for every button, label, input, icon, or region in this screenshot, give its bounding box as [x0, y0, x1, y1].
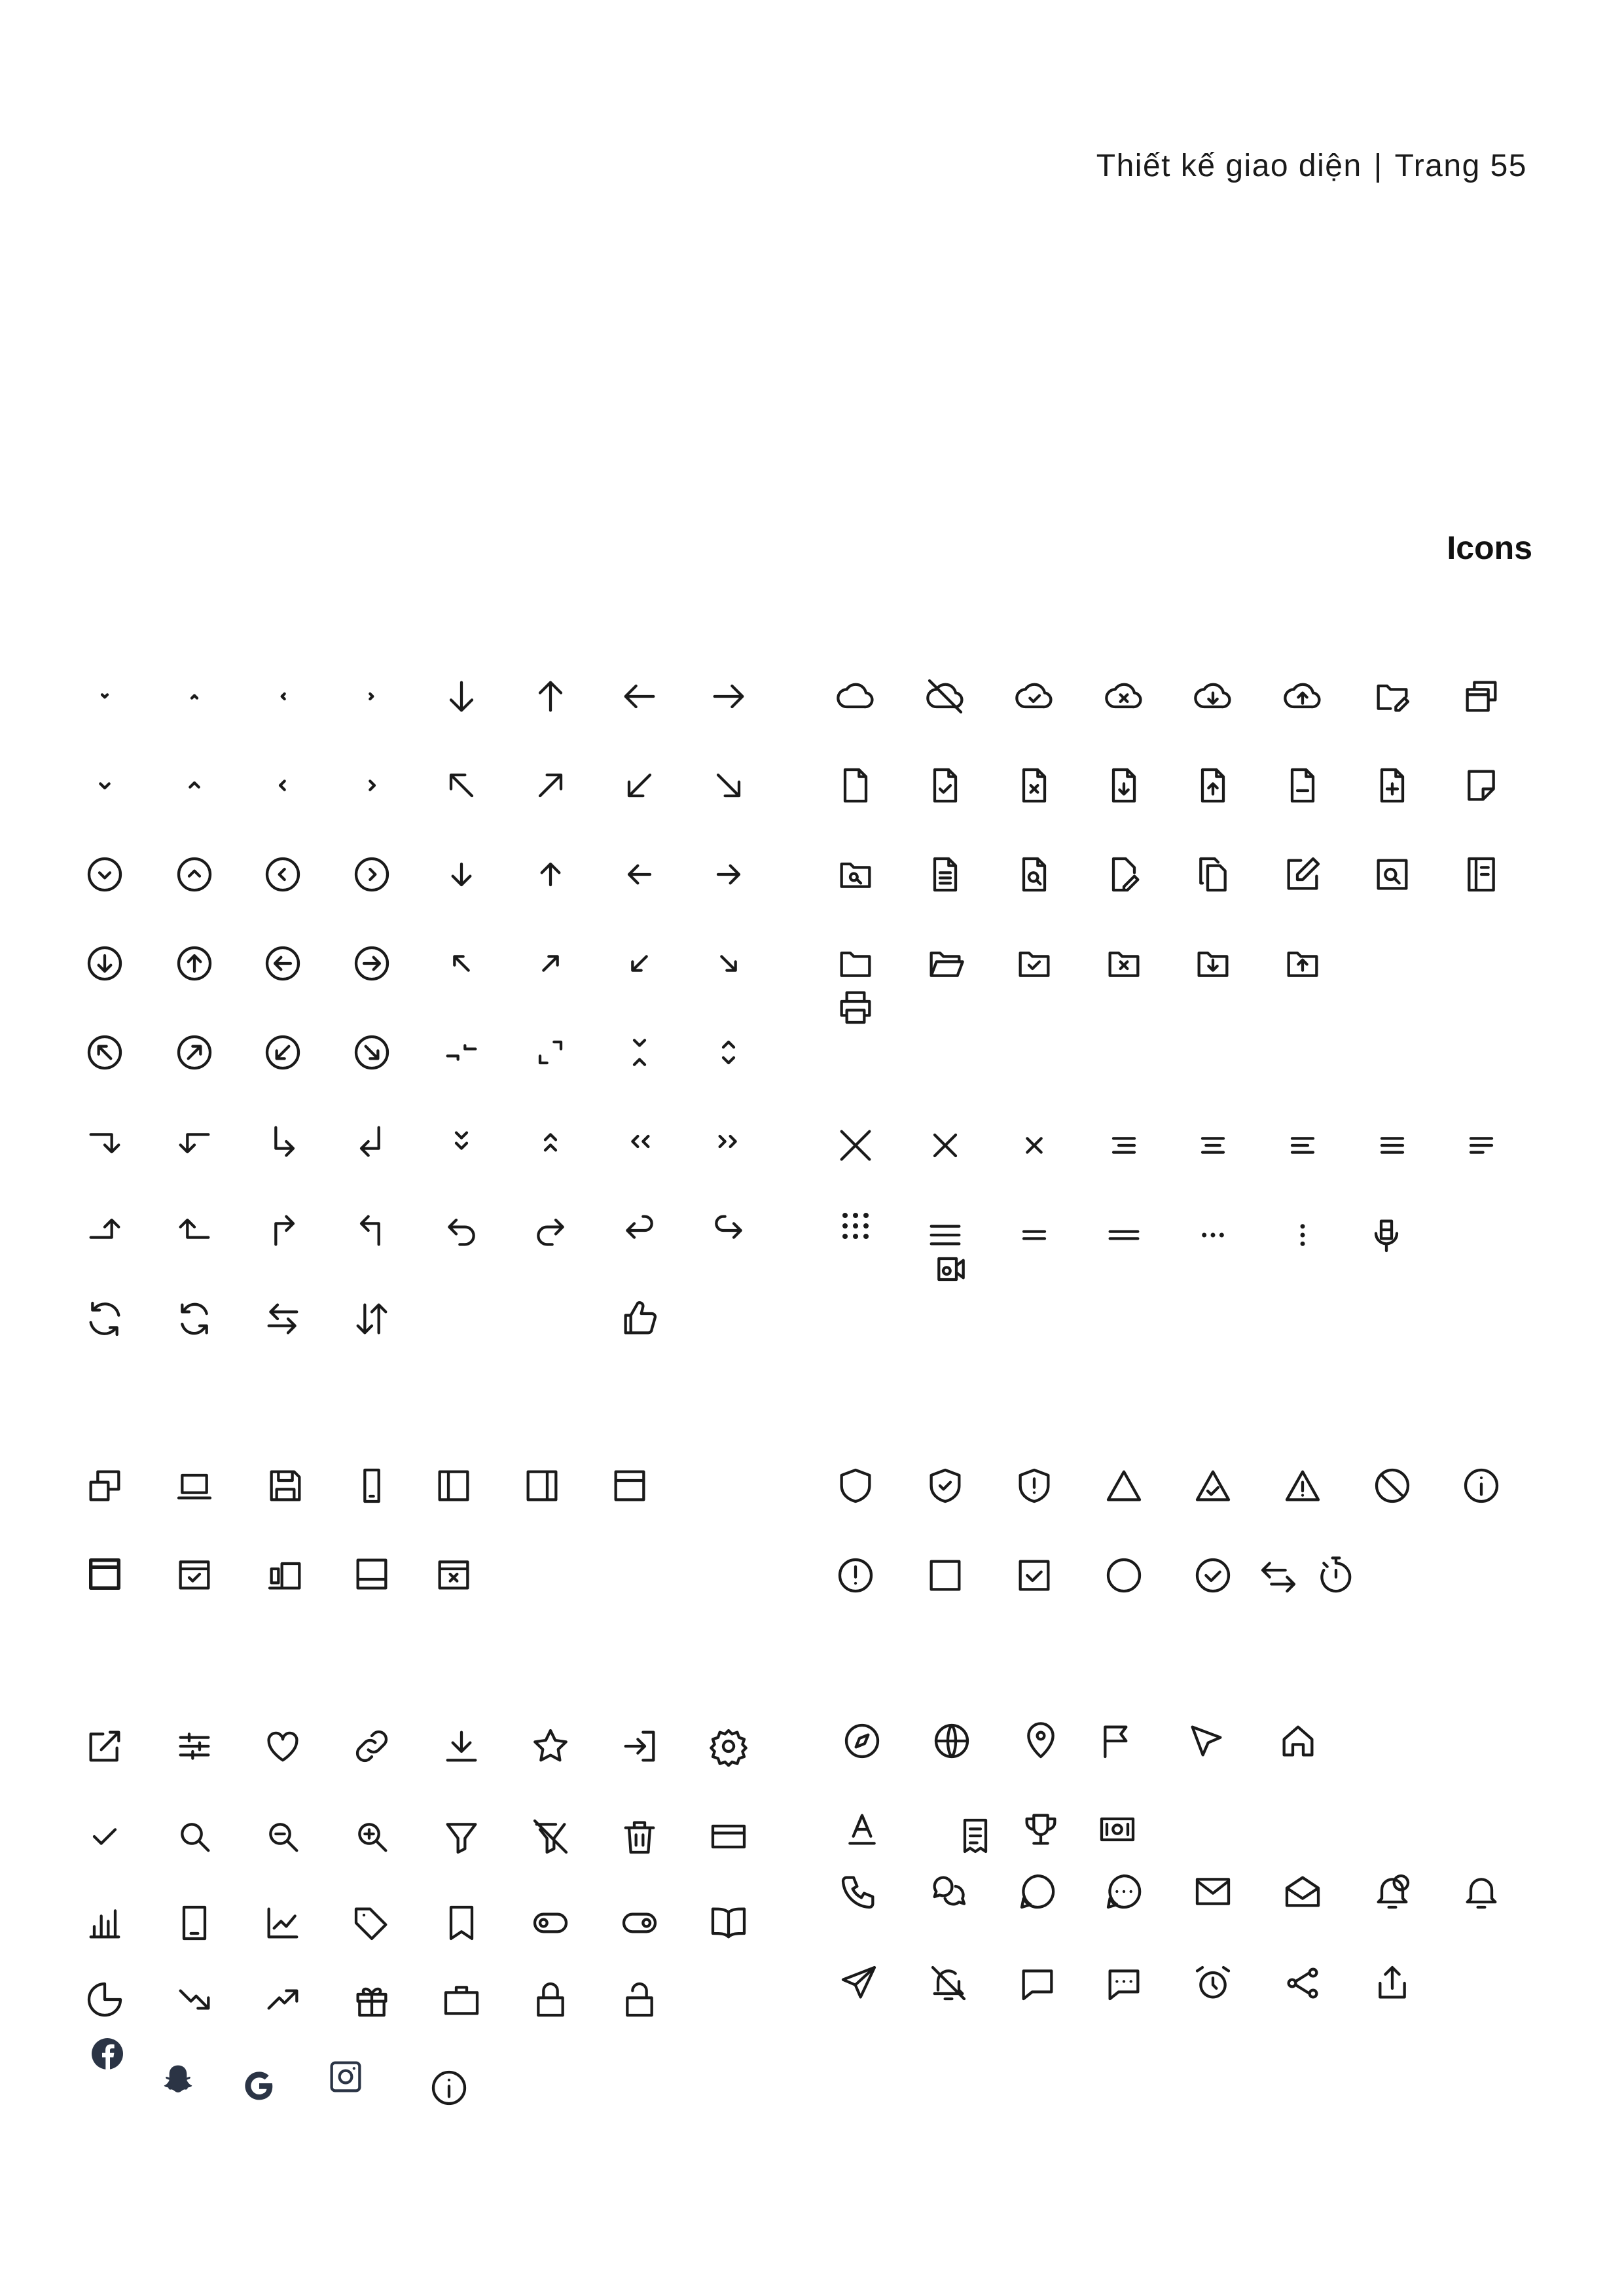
instagram-icon	[325, 2056, 361, 2092]
credit-card-icon	[708, 1816, 749, 1857]
tablet-icon	[173, 1902, 215, 1944]
text-color-icon	[841, 1808, 883, 1850]
checkbox-icon	[1013, 1554, 1055, 1596]
microphone-icon	[1365, 1214, 1407, 1256]
square-icon	[924, 1554, 966, 1596]
arrow-down-right-circle-icon	[351, 1031, 393, 1073]
smartphone-icon	[351, 1465, 393, 1507]
phone-icon	[838, 1871, 880, 1912]
redo-icon	[530, 1210, 571, 1251]
shield-alert-icon	[1013, 1465, 1055, 1507]
file-text-icon	[924, 853, 966, 895]
folder-upload-icon	[1282, 942, 1324, 984]
file-upload-icon	[1192, 764, 1234, 806]
bell-off-icon	[928, 1962, 969, 2004]
block-icon	[1371, 1465, 1413, 1507]
bar-chart-icon	[84, 1902, 126, 1944]
arrow-down-left-circle-icon	[262, 1031, 304, 1073]
calendar-check-icon	[173, 1553, 215, 1595]
alarm-icon	[1192, 1962, 1234, 2004]
settings-icon	[708, 1725, 749, 1767]
send-icon	[838, 1962, 880, 2004]
chevrons-right-icon	[708, 1121, 749, 1162]
printer-icon	[835, 986, 876, 1028]
external-link-icon	[84, 1725, 126, 1767]
link-icon	[351, 1725, 393, 1767]
sidebar-left-icon	[433, 1465, 475, 1507]
info-icon	[1460, 1465, 1502, 1507]
arrow-right-icon	[708, 675, 749, 717]
compass-icon	[841, 1720, 883, 1762]
header-separator: |	[1373, 149, 1383, 183]
minimize-icon	[441, 1031, 482, 1073]
info-icon	[428, 2067, 470, 2109]
chevron-down-circle-icon	[84, 853, 126, 895]
document-title: Thiết kế giao diện	[1096, 149, 1362, 183]
close-icon	[924, 1124, 966, 1166]
mail-icon	[1192, 1871, 1234, 1912]
zoom-in-icon	[351, 1816, 393, 1857]
arrow-down-short-icon	[441, 853, 482, 895]
arrow-up-right-icon	[530, 764, 571, 806]
chevron-right-small-icon	[351, 675, 393, 717]
bookmark-icon	[441, 1902, 482, 1944]
thumbs-up-icon	[619, 1298, 660, 1340]
folder-download-icon	[1192, 942, 1234, 984]
edit-icon	[1282, 853, 1324, 895]
section-title: Icons	[1447, 529, 1532, 566]
arrow-up-short-icon	[530, 853, 571, 895]
browser-window-icon	[609, 1465, 651, 1507]
folder-open-icon	[924, 942, 966, 984]
chevron-up-circle-icon	[173, 853, 215, 895]
calendar-x-icon	[433, 1553, 475, 1595]
folder-search-icon	[835, 853, 876, 895]
video-call-icon	[930, 1248, 967, 1285]
facebook-icon	[86, 2033, 123, 2070]
folder-icon	[835, 942, 876, 984]
check-icon	[84, 1816, 126, 1857]
arrow-up-circle-icon	[173, 942, 215, 984]
timer-icon	[1315, 1554, 1357, 1596]
message-dots-icon	[1103, 1962, 1145, 2004]
arrow-right-circle-icon	[351, 942, 393, 984]
sidebar-right-icon	[521, 1465, 563, 1507]
collapse-vertical-icon	[619, 1031, 660, 1073]
chat-dots-icon	[1103, 1871, 1145, 1912]
line-chart-icon	[262, 1902, 304, 1944]
pie-chart-icon	[84, 1979, 126, 2020]
arrow-down-right-icon	[708, 764, 749, 806]
heart-icon	[262, 1725, 304, 1767]
circle-icon	[1103, 1554, 1145, 1596]
chevron-left-circle-icon	[262, 853, 304, 895]
chevrons-down-icon	[441, 1121, 482, 1162]
arrow-left-circle-icon	[262, 942, 304, 984]
book-open-icon	[708, 1902, 749, 1944]
copy-window-icon	[1460, 675, 1502, 717]
warning-icon	[1282, 1465, 1324, 1507]
folder-edit-icon	[1371, 675, 1413, 717]
arrow-up-right-short-icon	[530, 942, 571, 984]
chevron-down-small-icon	[84, 675, 126, 717]
folder-x-icon	[1103, 942, 1145, 984]
filter-icon	[441, 1816, 482, 1857]
folder-check-icon	[1013, 942, 1055, 984]
cloud-off-icon	[924, 675, 966, 717]
align-short-icon	[1460, 1124, 1502, 1166]
corner-left-down-icon	[173, 1121, 215, 1162]
toggle-off-icon	[530, 1902, 571, 1944]
laptop-icon	[173, 1465, 215, 1507]
trophy-icon	[1020, 1808, 1062, 1850]
share-icon	[1282, 1962, 1324, 2004]
trending-down-icon	[173, 1979, 215, 2020]
sliders-icon	[173, 1725, 215, 1767]
page-header	[1096, 148, 1527, 184]
sort-vertical-icon	[351, 1298, 393, 1340]
briefcase-icon	[441, 1979, 482, 2020]
corner-up-right-icon	[262, 1210, 304, 1251]
arrow-up-left-icon	[441, 764, 482, 806]
arrow-up-right-circle-icon	[173, 1031, 215, 1073]
mail-open-icon	[1282, 1871, 1324, 1912]
files-copy-icon	[1192, 853, 1234, 895]
align-right-icon	[1103, 1124, 1145, 1166]
bell-ring-icon	[1371, 1871, 1413, 1912]
search-icon	[173, 1816, 215, 1857]
home-icon	[1277, 1720, 1319, 1762]
money-icon	[1096, 1808, 1138, 1850]
snapchat-icon	[157, 2058, 194, 2095]
maximize-icon	[530, 1031, 571, 1073]
arrow-down-icon	[441, 675, 482, 717]
bell-icon	[1460, 1871, 1502, 1912]
gift-icon	[351, 1979, 393, 2020]
arrow-down-left-short-icon	[619, 942, 660, 984]
arrow-left-short-icon	[619, 853, 660, 895]
corner-right-up-icon	[84, 1210, 126, 1251]
star-icon	[530, 1725, 571, 1767]
sync-icon	[173, 1298, 215, 1340]
cloud-upload-icon	[1282, 675, 1324, 717]
undo-icon	[441, 1210, 482, 1251]
triangle-icon	[1103, 1465, 1145, 1507]
log-in-icon	[619, 1725, 660, 1767]
windows-icon	[84, 1465, 126, 1507]
panel-bottom-icon	[351, 1553, 393, 1595]
tag-icon	[351, 1902, 393, 1944]
file-check-icon	[924, 764, 966, 806]
arrow-down-right-short-icon	[708, 942, 749, 984]
file-icon	[835, 764, 876, 806]
chat-circle-icon	[1017, 1871, 1058, 1912]
lock-icon	[530, 1979, 571, 2020]
cloud-x-icon	[1103, 675, 1145, 717]
chat-bubbles-icon	[928, 1871, 969, 1912]
file-minus-icon	[1282, 764, 1324, 806]
alert-circle-icon	[835, 1554, 876, 1596]
swap-horizontal-icon	[262, 1298, 304, 1340]
align-left-icon	[1282, 1124, 1324, 1166]
sticky-note-icon	[1460, 764, 1502, 806]
file-plus-icon	[1371, 764, 1413, 806]
trash-icon	[619, 1816, 660, 1857]
globe-icon	[931, 1720, 973, 1762]
share-upload-icon	[1371, 1962, 1413, 2004]
trending-up-icon	[262, 1979, 304, 2020]
file-download-icon	[1103, 764, 1145, 806]
chevron-left-small-icon	[262, 675, 304, 717]
devices-icon	[264, 1553, 306, 1595]
file-edit-icon	[1103, 853, 1145, 895]
dots-horizontal-icon	[1192, 1214, 1234, 1256]
arrow-right-short-icon	[708, 853, 749, 895]
return-icon	[619, 1210, 660, 1251]
flag-icon	[1096, 1720, 1138, 1762]
transfer-icon	[1257, 1554, 1299, 1596]
refresh-icon	[84, 1298, 126, 1340]
arrow-up-icon	[530, 675, 571, 717]
zoom-out-icon	[262, 1816, 304, 1857]
chevron-right-circle-icon	[351, 853, 393, 895]
navigation-icon	[1185, 1720, 1227, 1762]
receipt-icon	[954, 1815, 996, 1857]
triangle-check-icon	[1192, 1465, 1234, 1507]
align-center-icon	[1192, 1124, 1234, 1166]
corner-right-down-icon	[84, 1121, 126, 1162]
search-window-icon	[1371, 853, 1413, 895]
arrow-down-left-icon	[619, 764, 660, 806]
chevron-up-icon	[173, 764, 215, 806]
corner-down-left-icon	[351, 1121, 393, 1162]
equals-icon	[1013, 1214, 1055, 1256]
arrow-down-circle-icon	[84, 942, 126, 984]
arrow-up-left-short-icon	[441, 942, 482, 984]
corner-left-up-icon	[173, 1210, 215, 1251]
shield-check-icon	[924, 1465, 966, 1507]
page-number: Trang 55	[1394, 149, 1527, 183]
unlock-icon	[619, 1979, 660, 2020]
file-search-icon	[1013, 853, 1055, 895]
filter-off-icon	[530, 1816, 571, 1857]
arrow-left-icon	[619, 675, 660, 717]
file-x-icon	[1013, 764, 1055, 806]
chevron-right-icon	[351, 764, 393, 806]
app-window-icon	[84, 1553, 126, 1595]
check-circle-icon	[1192, 1554, 1234, 1596]
expand-vertical-icon	[708, 1031, 749, 1073]
equals-wide-icon	[1103, 1214, 1145, 1256]
google-icon	[238, 2065, 275, 2102]
chevron-down-icon	[84, 764, 126, 806]
dots-vertical-icon	[1282, 1214, 1324, 1256]
floppy-disk-icon	[264, 1465, 306, 1507]
align-justify-icon	[1371, 1124, 1413, 1166]
cloud-download-icon	[1192, 675, 1234, 717]
map-pin-icon	[1020, 1720, 1062, 1762]
close-large-icon	[835, 1124, 876, 1166]
chevrons-left-icon	[619, 1121, 660, 1162]
notebook-icon	[1460, 853, 1502, 895]
grid-dots-icon	[835, 1205, 876, 1247]
forward-icon	[708, 1210, 749, 1251]
close-small-icon	[1013, 1124, 1055, 1166]
chevron-up-small-icon	[173, 675, 215, 717]
chevron-left-icon	[262, 764, 304, 806]
corner-up-left-icon	[351, 1210, 393, 1251]
chevrons-up-icon	[530, 1121, 571, 1162]
corner-down-right-icon	[262, 1121, 304, 1162]
menu-icon	[924, 1214, 966, 1256]
message-square-icon	[1017, 1962, 1058, 2004]
download-icon	[441, 1725, 482, 1767]
cloud-check-icon	[1013, 675, 1055, 717]
cloud-icon	[835, 675, 876, 717]
shield-icon	[835, 1465, 876, 1507]
arrow-up-left-circle-icon	[84, 1031, 126, 1073]
toggle-on-icon	[619, 1902, 660, 1944]
